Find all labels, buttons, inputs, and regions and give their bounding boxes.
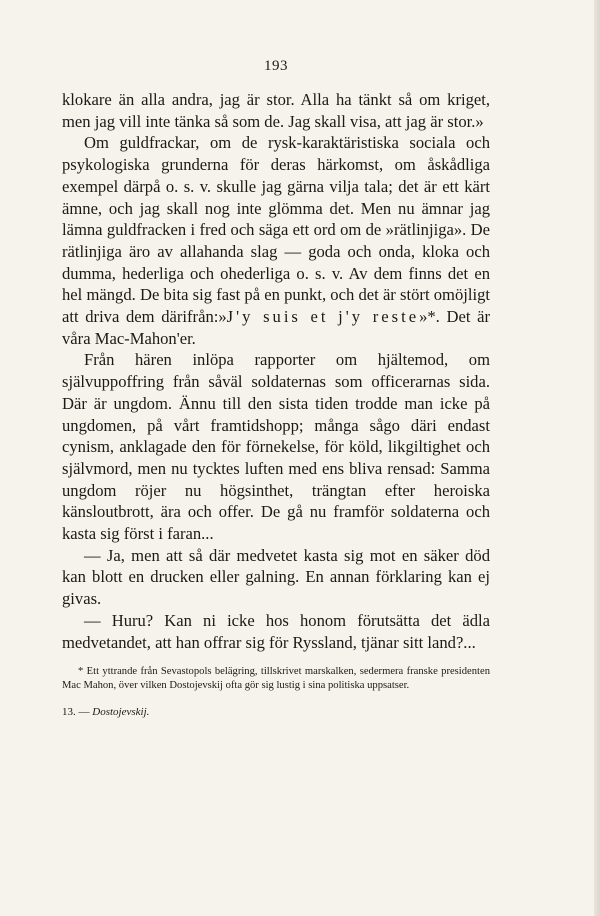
page-number: 193	[264, 58, 288, 74]
paragraph-5: — Huru? Kan ni icke hos honom förutsätta det ädla medvetandet, att han offrar sig för Ryssland, tjänar sitt land?...	[62, 610, 490, 652]
footnote: * Ett yttrande från Sevastopols belägring, tillskrivet marskalken, sedermera franske presidenten Mac Mahon, över vilken Dostojevskij ofta gör sig lustig i sina politiska uppsatser.	[62, 666, 490, 691]
quote-close: »*. Det är våra Mac-Mahon'er.	[62, 307, 490, 348]
paragraph-1: klokare än alla andra, jag är stor. Alla ha tänkt så om kriget, men jag vill inte tänka så som de. Jag skall visa, att jag är stor.»	[62, 90, 490, 131]
book-page	[62, 58, 490, 718]
signature-title: Dostojevskij.	[92, 706, 150, 719]
quote-open: »	[218, 307, 227, 327]
paragraph-4: — Ja, men att så där medvetet kasta sig mot en säker död kan blott en drucken eller galning. En annan förklaring kan ej givas.	[62, 545, 490, 609]
page-edge	[594, 0, 600, 916]
footnotes	[62, 665, 490, 692]
quote-spaced: J'y suis et j'y reste	[226, 307, 420, 327]
paragraph-2	[62, 132, 490, 349]
signature-line	[62, 706, 490, 718]
signature-number: 13. —	[62, 706, 90, 719]
paragraph-3: Från hären inlöpa rapporter om hjältemod, om självuppoffring från såväl soldaternas som officerarnas sida. Där är ungdom. Ännu till den sista tiden trodde man icke på ungdomen, på vårt framtidshopp; många sågo däri endast cynism, anklagade den för förnekelse, för köld, likgiltighet och självmord, men nu tycktes luften med ens bliva rensad: Samma ungdom röjer nu högsinthet, trängtan efter heroiska känsloutbrott, ära och offer. De gå nu framför soldaterna och kasta sig först i faran...	[62, 350, 490, 544]
paragraph-2-text: Om guldfrackar, om de rysk-karaktäristiska sociala och psykologiska grunderna för deras härkomst, om åskådliga exempel därpå o. s. v. skulle jag gärna vilja tala; det är ett kärt ämne, och jag skall nog inte glömma det. Men nu ämnar jag lämna guldfracken i fred och säga ett ord om de »rätlinjiga». De rätlinjiga äro av allahanda slag — goda och onda, kloka och dumma, hederliga och ohederliga o. s. v. Av dem finns det en hel mängd. De bita sig fast på en punkt, och det är stört omöjligt att driva dem därifrån:	[62, 133, 490, 327]
body-text	[62, 89, 490, 653]
